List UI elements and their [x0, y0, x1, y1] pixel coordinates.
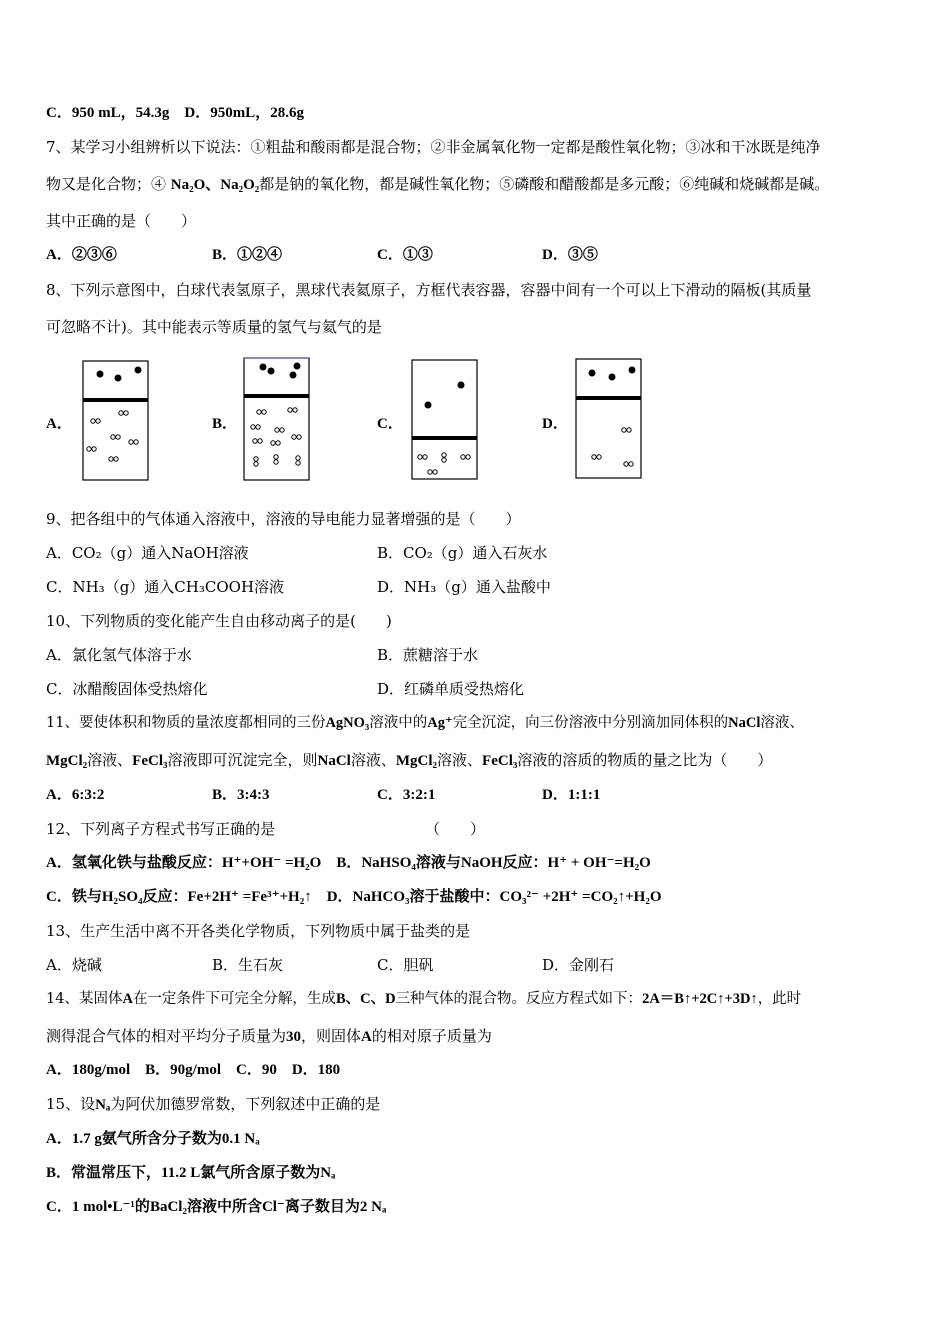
q11-text: 11、要使体积和物质的量浓度都相同的三份	[46, 715, 326, 731]
q15-c-text: 的	[134, 1199, 150, 1215]
q11-formula: NaCl	[317, 753, 351, 769]
q7-option-d[interactable]: D．③⑤	[542, 247, 598, 263]
q13-option-d[interactable]: D．金刚石	[542, 956, 615, 974]
q8-diagram-d	[575, 358, 643, 480]
q11-formula: FeCl₃	[132, 753, 168, 769]
q15-c-value: C．1 mol•L⁻¹	[46, 1199, 135, 1215]
q8-diagram-a	[82, 360, 150, 482]
he-atom	[97, 371, 104, 378]
he-atom	[135, 367, 142, 374]
q10-option-a[interactable]: A．氯化氢气体溶于水	[46, 646, 192, 664]
q11-formula: MgCl₂	[46, 753, 88, 769]
q8-label-d[interactable]: D．	[542, 416, 568, 432]
q14-text: 测得混合气体的相对平均分子质量为	[46, 1027, 287, 1045]
q14-formula: A	[122, 991, 133, 1007]
q10-option-d[interactable]: D．红磷单质受热熔化	[377, 680, 525, 698]
q15-c-text-2: 溶液中所含	[186, 1199, 262, 1215]
q6-option-c: C．950 mL，54.3g	[46, 105, 170, 121]
q7-text-2: 都是钠的氧化物，都是碱性氧化物；⑤磷酸和醋酸都是多元酸；⑥纯碱和烧碱都是碱。	[259, 175, 830, 193]
q14-text: ，则固体	[301, 1027, 362, 1045]
q14-formula: 30	[286, 1029, 302, 1045]
q8-label-a[interactable]: A．	[46, 416, 72, 432]
q11-stem-line2	[46, 750, 772, 771]
q15-b-text-2: 氯气所含原子数为	[200, 1165, 321, 1181]
q11-text: 溶液、	[437, 751, 483, 769]
q11-text: 溶液、	[760, 715, 804, 731]
q7-option-a[interactable]: A．②③⑥	[46, 247, 117, 263]
q9-option-d[interactable]: D．NH₃（g）通入盐酸中	[377, 578, 551, 596]
q14-formula: 2A＝B↑+2C↑+3D↑	[642, 991, 758, 1007]
q10-stem: 10、下列物质的变化能产生自由移动离子的是( )	[46, 612, 392, 630]
q11-stem-line1	[46, 713, 804, 733]
q8-stem-line2: 可忽略不计)。其中能表示等质量的氢气与氦气的是	[46, 318, 382, 336]
q15-b-text: B．常温常压下，	[46, 1165, 162, 1181]
q7-stem-line3: 其中正确的是（ ）	[46, 212, 197, 230]
q14-text: 的相对原子质量为	[371, 1027, 492, 1045]
q12-stem: 12、下列离子方程式书写正确的是	[46, 820, 276, 838]
q11-option-b[interactable]: B．3:4:3	[212, 787, 270, 803]
q11-text: 溶液即可沉淀完全，则	[167, 751, 318, 769]
q7-text: 物又是化合物；④	[46, 175, 171, 193]
q7-option-b[interactable]: B．①②④	[212, 247, 283, 263]
q11-text: 溶液、	[87, 751, 133, 769]
q15-stem	[46, 1094, 380, 1115]
q11-option-c[interactable]: C．3:2:1	[377, 787, 436, 803]
q12-answer-paren: （ ）	[425, 820, 486, 838]
q11-formula: AgNO₃	[325, 715, 370, 731]
q9-option-a[interactable]: A．CO₂（g）通入NaOH溶液	[46, 544, 249, 562]
q14-formula: A	[361, 1029, 372, 1045]
q15-text: 15、设	[46, 1095, 96, 1113]
q14-text: ，此时	[757, 991, 802, 1007]
q15-b-value-2: Nₐ	[320, 1165, 336, 1181]
q11-text: 完全沉淀，向三份溶液中分别滴加同体积的	[452, 715, 729, 731]
q13-stem: 13、生产生活中离不开各类化学物质，下列物质中属于盐类的是	[46, 922, 471, 940]
q14-stem-line2	[46, 1026, 492, 1047]
q14-options[interactable]: A．180g/mol B．90g/mol C．90 D．180	[46, 1062, 341, 1078]
q11-text: 溶液的溶质的物质的量之比为（ ）	[517, 751, 773, 769]
q15-formula: Nₐ	[95, 1097, 111, 1113]
q11-option-a[interactable]: A．6:3:2	[46, 787, 105, 803]
q15-option-a[interactable]	[46, 1128, 260, 1149]
q8-stem-line1: 8、下列示意图中，白球代表氢原子，黑球代表氦原子，方框代表容器，容器中间有一个可以上下滑动的隔板(其质量	[46, 281, 812, 299]
q15-a-text: 氨气所含分子数为	[101, 1131, 222, 1147]
q10-option-c[interactable]: C．冰醋酸固体受热熔化	[46, 680, 208, 698]
q8-label-b[interactable]: B．	[212, 416, 238, 432]
q8-diagram-b	[243, 357, 311, 482]
q15-c-text-3: 离子数目为	[284, 1199, 360, 1215]
q14-stem-line1	[46, 989, 801, 1009]
q7-formula: Na₂O、Na₂O₂	[170, 177, 260, 193]
q15-c-value-2: 2 Nₐ	[359, 1199, 387, 1215]
q15-text: 为阿伏加德罗常数，下列叙述中正确的是	[110, 1095, 381, 1113]
q7-stem-line1: 7、某学习小组辨析以下说法：①粗盐和酸雨都是混合物；②非金属氧化物一定都是酸性氧化物；③冰和干冰既是纯净	[46, 138, 821, 156]
q9-option-b[interactable]: B．CO₂（g）通入石灰水	[377, 544, 548, 562]
q11-formula: NaCl	[728, 715, 761, 731]
q15-c-formula: BaCl₂	[149, 1199, 187, 1215]
q15-c-ion: Cl⁻	[261, 1199, 285, 1215]
q6-options-cd	[46, 103, 304, 123]
q11-text: 溶液中的	[369, 715, 428, 731]
q9-option-c[interactable]: C．NH₃（g）通入CH₃COOH溶液	[46, 578, 285, 596]
q11-formula: MgCl₂	[395, 753, 438, 769]
q11-text: 溶液、	[350, 751, 396, 769]
q14-text: 在一定条件下可完全分解，生成	[132, 991, 336, 1007]
q9-stem: 9、把各组中的气体通入溶液中，溶液的导电能力显著增强的是（ ）	[46, 510, 521, 528]
q10-option-b[interactable]: B．蔗糖溶于水	[377, 646, 479, 664]
q6-option-d: D．950mL，28.6g	[184, 105, 304, 121]
q12-options-cd[interactable]: C．铁与H₂SO₄反应：Fe+2H⁺ =Fe³⁺+H₂↑ D．NaHCO₃溶于盐酸中：CO₃²⁻ +2H⁺ =CO₂↑+H₂O	[46, 889, 662, 905]
q11-option-d[interactable]: D．1:1:1	[542, 787, 601, 803]
q13-option-b[interactable]: B．生石灰	[212, 956, 284, 974]
q12-options-ab[interactable]: A．氢氧化铁与盐酸反应：H⁺+OH⁻ =H₂O B．NaHSO₄溶液与NaOH反应：H⁺ + OH⁻=H₂O	[46, 855, 651, 871]
q13-option-c[interactable]: C．胆矾	[377, 956, 434, 974]
q11-formula: Ag⁺	[427, 715, 453, 731]
q8-label-c[interactable]: C．	[377, 416, 403, 432]
he-atom	[115, 375, 122, 382]
q13-option-a[interactable]: A．烧碱	[46, 956, 102, 974]
q15-option-b[interactable]	[46, 1162, 335, 1183]
q15-b-value: 11.2 L	[161, 1165, 201, 1181]
q7-option-c[interactable]: C．①③	[377, 247, 433, 263]
q14-text: 14、某固体	[46, 991, 123, 1007]
q7-stem-line2	[46, 174, 829, 195]
q8-diagram-c	[411, 359, 479, 481]
q15-option-c[interactable]	[46, 1196, 386, 1217]
q14-text: 三种气体的混合物。反应方程式如下：	[395, 991, 643, 1007]
q15-a-value-2: 0.1 Nₐ	[221, 1131, 260, 1147]
q15-a-value: A．1.7 g	[46, 1131, 102, 1147]
q14-formula: B、C、D	[335, 991, 396, 1007]
q11-formula: FeCl₃	[482, 753, 518, 769]
